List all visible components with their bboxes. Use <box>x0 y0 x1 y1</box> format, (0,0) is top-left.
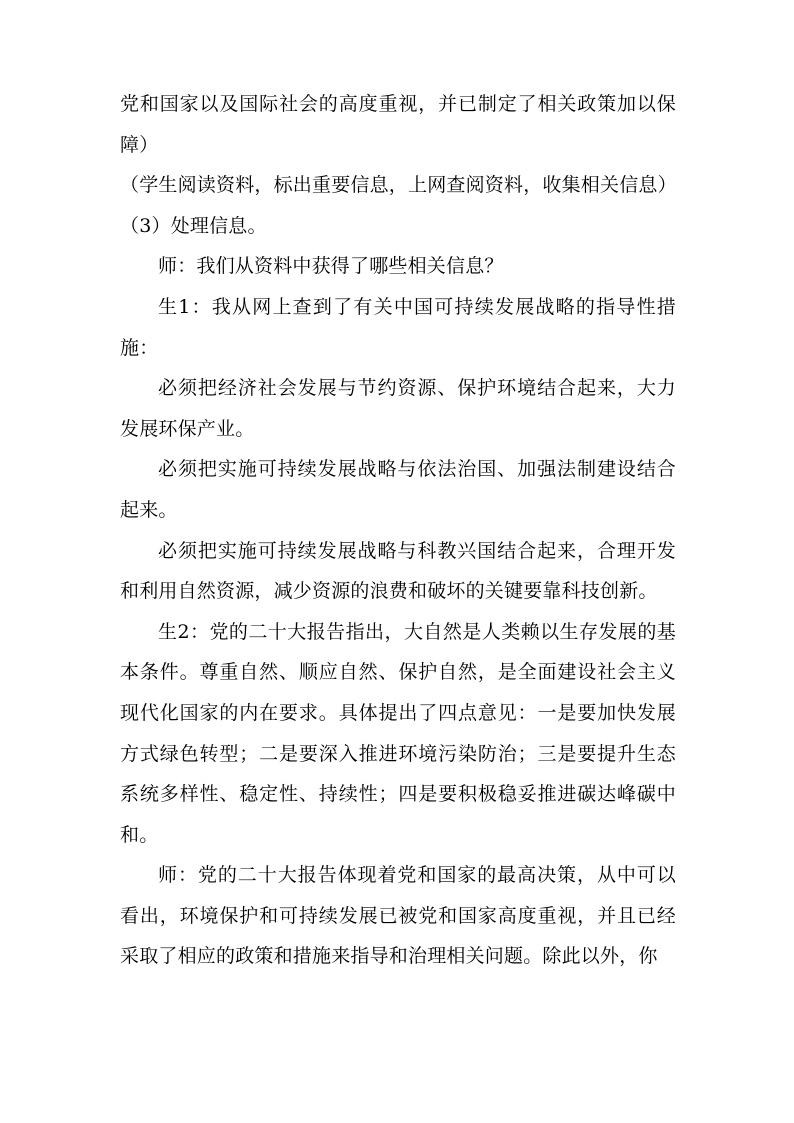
paragraph-teacher-question: 师：我们从资料中获得了哪些相关信息？ <box>158 255 504 278</box>
paragraph-measure-law: 必须把实施可持续发展战略与依法治国、加强法制建设结合起来。 <box>120 458 676 521</box>
paragraph-student1-intro: 生1：我从网上查到了有关中国可持续发展战略的指导性措施： <box>120 295 676 359</box>
paragraph-step-process-info: （3）处理信息。 <box>120 214 267 237</box>
paragraph-teacher-summary: 师：党的二十大报告体现着党和国家的最高决策，从中可以看出，环境保护和可持续发展已被党和国家高度重视，并且已经采取了相应的政策和措施来指导和治理相关问题。除此以外，你 <box>120 864 676 968</box>
paragraph-student-activity: （学生阅读资料，标出重要信息，上网查阅资料，收集相关信息） <box>120 174 677 197</box>
paragraph-policy-continuation: 党和国家以及国际社会的高度重视，并已制定了相关政策加以保障） <box>120 93 676 156</box>
paragraph-measure-economy: 必须把经济社会发展与节约资源、保护环境结合起来，大力发展环保产业。 <box>120 377 676 440</box>
paragraph-measure-science: 必须把实施可持续发展战略与科教兴国结合起来，合理开发和利用自然资源，减少资源的浪费和破坏的关键要靠科技创新。 <box>120 539 676 603</box>
paragraph-student2-report: 生2：党的二十大报告指出，大自然是人类赖以生存发展的基本条件。尊重自然、顺应自然、保护自然，是全面建设社会主义现代化国家的内在要求。具体提出了四点意见：一是要加快发展方式绿色转型；二是要深入推进环境污染防治；三是要提升生态系统多样性、稳定性、持续性；四是要积极稳妥推进碳达峰碳中和。 <box>120 620 676 846</box>
document-body <box>120 84 676 977</box>
